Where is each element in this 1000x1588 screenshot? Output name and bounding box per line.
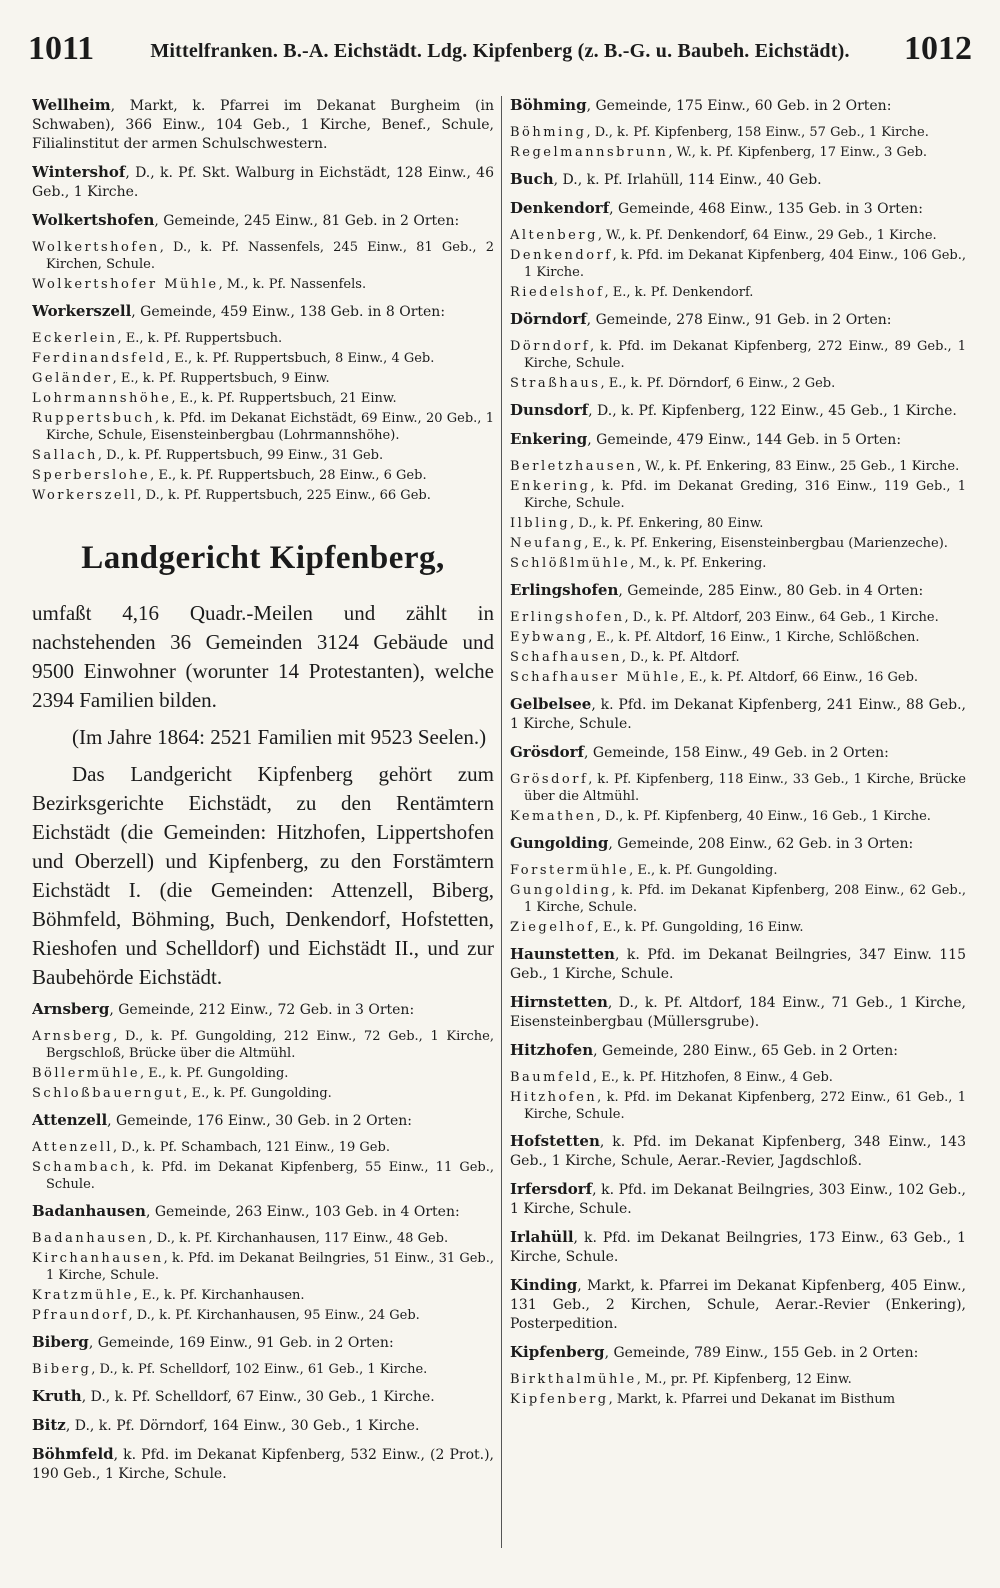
- entry-text: , Gemeinde, 280 Einw., 65 Geb. in 2 Orten:: [593, 1043, 898, 1059]
- sub-entry: [510, 919, 966, 936]
- entry: [32, 96, 494, 154]
- sub-entry: [32, 447, 494, 464]
- intro-paragraph-2: (Im Jahre 1864: 2521 Familien mit 9523 Seelen.): [72, 725, 487, 749]
- entry: [510, 695, 966, 734]
- sub-entry: [32, 1065, 494, 1082]
- sub-entry: [32, 1287, 494, 1304]
- entry-group: [510, 401, 966, 421]
- entry: [510, 310, 966, 330]
- entry-text: , D., k. Pf. Dörndorf, 164 Einw., 30 Geb., 1 Kirche.: [65, 1418, 420, 1434]
- column-divider: [501, 96, 502, 1548]
- sub-entry: [510, 338, 966, 372]
- sub-entry-name: Lohrmannshöhe: [32, 391, 172, 406]
- entry-group: [32, 302, 494, 504]
- sub-entry-name: Erlingshofen: [510, 610, 625, 625]
- sub-entry-text: , D., k. Pf. Altdorf.: [621, 650, 740, 665]
- entry: [510, 834, 966, 854]
- sub-entry: [510, 227, 966, 244]
- sub-entry: [510, 124, 966, 141]
- sub-entry: [32, 239, 494, 273]
- entry: [510, 1343, 966, 1363]
- entry-name: Hirnstetten: [510, 993, 608, 1011]
- sub-entry-text: , M., k. Pf. Nassenfels.: [218, 277, 367, 292]
- entry-name: Bitz: [32, 1416, 66, 1434]
- entry-name: Dunsdorf: [510, 401, 589, 419]
- sub-entry-name: Enkering: [510, 479, 591, 494]
- entry: [32, 302, 494, 322]
- entry-text: , Gemeinde, 479 Einw., 144 Geb. in 5 Orten:: [587, 432, 902, 448]
- sub-entry-text: , E., k. Pf. Ruppertsbuch, 8 Einw., 4 Geb.: [166, 351, 435, 366]
- intro-paragraph-1: umfaßt 4,16 Quadr.-Meilen und zählt in nachstehenden 36 Gemeinden 3124 Gebäude und 9500 Einwohner (worunter 14 Protestanten), welche 2394 Familien bilden.: [32, 601, 494, 712]
- sub-entry: [32, 410, 494, 444]
- sub-entry-text: , D., k. Pf. Ruppertsbuch, 225 Einw., 66 Geb.: [137, 488, 431, 503]
- sub-entry-name: Schloßbauerngut: [32, 1086, 184, 1101]
- entry-group: [510, 430, 966, 572]
- entry-text: , Gemeinde, 158 Einw., 49 Geb. in 2 Orten:: [584, 745, 889, 761]
- sub-entry: [510, 478, 966, 512]
- sub-entry-text: , E., k. Pf. Altdorf, 66 Einw., 16 Geb.: [680, 670, 919, 685]
- entry-group: [510, 96, 966, 161]
- entry: [510, 945, 966, 984]
- entry: [32, 163, 494, 202]
- sub-entry: [32, 467, 494, 484]
- sub-entry: [510, 515, 966, 532]
- entry-text: , k. Pfd. im Dekanat Kipfenberg, 348 Einw., 143 Geb., 1 Kirche, Schule, Aerar.-Revier, Jagdschloß.: [510, 1134, 966, 1169]
- entry: [510, 1228, 966, 1267]
- entry-group: [510, 1180, 966, 1219]
- entry-text: , Gemeinde, 278 Einw., 91 Geb. in 2 Orten:: [586, 312, 892, 328]
- entry: [32, 1416, 494, 1436]
- entry-name: Wintershof: [32, 163, 126, 181]
- entry-name: Kipfenberg: [510, 1343, 605, 1361]
- sub-entry-text: , D., k. Pf. Kirchanhausen, 95 Einw., 24 Geb.: [128, 1308, 420, 1323]
- entry-group: [510, 945, 966, 984]
- entry-name: Böhmfeld: [32, 1445, 114, 1463]
- entry-text: , k. Pfd. im Dekanat Kipfenberg, 532 Einw., (2 Prot.), 190 Geb., 1 Kirche, Schule.: [32, 1447, 494, 1482]
- entry-name: Gelbelsee: [510, 695, 592, 713]
- left-bottom-entries: [32, 1000, 494, 1484]
- entry-name: Haunstetten: [510, 945, 615, 963]
- sub-entry-text: , W., k. Pf. Kipfenberg, 17 Einw., 3 Geb.: [668, 145, 928, 160]
- sub-entry: [32, 1250, 494, 1284]
- sub-entry-text: , E., k. Pf. Gungolding, 16 Einw.: [594, 920, 804, 935]
- entry: [510, 170, 966, 190]
- entry-name: Badanhausen: [32, 1202, 146, 1220]
- entry-text: , Gemeinde, 789 Einw., 155 Geb. in 2 Orten:: [604, 1345, 919, 1361]
- entry-name: Wellheim: [32, 96, 111, 114]
- entry-name: Kruth: [32, 1387, 82, 1405]
- entry-name: Dörndorf: [510, 310, 587, 328]
- sub-entry: [32, 1159, 494, 1193]
- sub-entry-text: , W., k. Pf. Enkering, 83 Einw., 25 Geb., 1 Kirche.: [637, 459, 960, 474]
- intro-paragraph-3: Das Landgericht Kipfenberg gehört zum Bezirksgerichte Eichstädt, zu den Rentämtern Eichstädt (die Gemeinden: Hitzhofen, Lippertshofen und Oberzell) und Kipfenberg, zu den Forstämtern Eichstädt I. (die Gemeinden: Attenzell, Biberg, Böhmfeld, Böhming, Buch, Denkendorf, Hofstetten, Rieshofen und Schelldorf) und Eichstädt II., und zur Baubehörde Eichstädt.: [32, 762, 494, 989]
- entry-group: [32, 1202, 494, 1324]
- entry-text: , D., k. Pf. Schelldorf, 67 Einw., 30 Geb., 1 Kirche.: [81, 1389, 435, 1405]
- entry-text: , D., k. Pf. Kipfenberg, 122 Einw., 45 Geb., 1 Kirche.: [588, 403, 957, 419]
- entry: [510, 581, 966, 601]
- sub-entry: [510, 771, 966, 805]
- entry-text: , Gemeinde, 208 Einw., 62 Geb. in 3 Orten:: [608, 836, 914, 852]
- sub-entry-text: , k. Pfd. im Dekanat Kipfenberg, 272 Einw., 89 Geb., 1 Kirche, Schule.: [524, 339, 966, 371]
- sub-entry-name: Wolkertshofer Mühle: [32, 277, 219, 292]
- entry: [32, 1333, 494, 1353]
- sub-entry-text: , D., k. Pf. Schambach, 121 Einw., 19 Geb.: [113, 1140, 390, 1155]
- sub-entry-text: , E., k. Pf. Dörndorf, 6 Einw., 2 Geb.: [600, 376, 836, 391]
- entry-text: , Gemeinde, 468 Einw., 135 Geb. in 3 Orten:: [609, 201, 923, 217]
- entry: [32, 1445, 494, 1484]
- page-number-right: 1012: [904, 30, 972, 67]
- sub-entry-name: Gungolding: [510, 883, 612, 898]
- sub-entry: [510, 629, 966, 646]
- sub-entry: [32, 276, 494, 293]
- entry-name: Enkering: [510, 430, 588, 448]
- entry-name: Böhming: [510, 96, 587, 114]
- sub-entry-name: Arnsberg: [32, 1029, 114, 1044]
- sub-entry-name: Böllermühle: [32, 1066, 141, 1081]
- entry-name: Wolkertshofen: [32, 211, 155, 229]
- entry-text: , D., k. Pf. Altdorf, 184 Einw., 71 Geb., 1 Kirche, Eisensteinbergbau (Müllersgrube).: [510, 995, 966, 1030]
- entry: [32, 1000, 494, 1020]
- sub-entry-name: Schafhausen: [510, 650, 622, 665]
- sub-entry: [510, 284, 966, 301]
- sub-entry-text: , Markt, k. Pfarrei und Dekanat im Bisthum: [608, 1392, 896, 1407]
- sub-entry-text: , E., k. Pf. Altdorf, 16 Einw., 1 Kirche, Schlößchen.: [588, 630, 920, 645]
- entry: [510, 199, 966, 219]
- sub-entry-name: Geländer: [32, 371, 113, 386]
- entry-text: , Gemeinde, 263 Einw., 103 Geb. in 4 Orten:: [145, 1204, 460, 1220]
- sub-entry: [510, 1069, 966, 1086]
- entry: [510, 401, 966, 421]
- sub-entry-name: Ferdinandsfeld: [32, 351, 167, 366]
- sub-entry-text: , k. Pfd. im Dekanat Eichstädt, 69 Einw., 20 Geb., 1 Kirche, Schule, Eisensteinbergbau (Lohrmannshöhe).: [46, 411, 494, 443]
- entry-group: [32, 1111, 494, 1193]
- entry-name: Irfersdorf: [510, 1180, 593, 1198]
- page-header: [28, 30, 972, 80]
- sub-entry-name: Forstermühle: [510, 863, 630, 878]
- sub-entry-text: , E., k. Pf. Denkendorf.: [604, 285, 754, 300]
- sub-entry-text: , D., k. Pf. Schelldorf, 102 Einw., 61 Geb., 1 Kirche.: [91, 1362, 428, 1377]
- sub-entry-name: Regelmannsbrunn: [510, 145, 669, 160]
- entry-group: [510, 743, 966, 825]
- sub-entry-name: Sperberslohe: [32, 468, 151, 483]
- sub-entry-name: Berletzhausen: [510, 459, 638, 474]
- entry-group: [510, 834, 966, 936]
- entry-name: Hofstetten: [510, 1132, 600, 1150]
- sub-entry-name: Ilbling: [510, 516, 571, 531]
- sub-entry-text: , D., k. Pf. Kipfenberg, 40 Einw., 16 Geb., 1 Kirche.: [596, 809, 931, 824]
- sub-entry-name: Baumfeld: [510, 1070, 593, 1085]
- entry-text: , Gemeinde, 212 Einw., 72 Geb. in 3 Orten:: [109, 1002, 415, 1018]
- sub-entry-name: Kirchanhausen: [32, 1251, 164, 1266]
- sub-entry-name: Wolkertshofen: [32, 240, 160, 255]
- entry: [510, 1180, 966, 1219]
- entry-text: , D., k. Pf. Skt. Walburg in Eichstädt, 128 Einw., 46 Geb., 1 Kirche.: [32, 165, 494, 200]
- entry-name: Buch: [510, 170, 554, 188]
- right-column: [510, 96, 966, 1568]
- entry-text: , Gemeinde, 459 Einw., 138 Geb. in 8 Orten:: [131, 304, 446, 320]
- sub-entry-text: , k. Pfd. im Dekanat Kipfenberg, 208 Einw., 62 Geb., 1 Kirche, Schule.: [524, 883, 966, 915]
- entry-group: [510, 695, 966, 734]
- sub-entry-text: , E., k. Pf. Enkering, Eisensteinbergbau (Marienzeche).: [584, 536, 948, 551]
- entry-name: Workerszell: [32, 302, 132, 320]
- entry-name: Hitzhofen: [510, 1041, 594, 1059]
- sub-entry: [32, 370, 494, 387]
- sub-entry-name: Pfraundorf: [32, 1308, 129, 1323]
- sub-entry-name: Attenzell: [32, 1140, 114, 1155]
- sub-entry: [510, 808, 966, 825]
- entry: [32, 1111, 494, 1131]
- sub-entry-text: , E., k. Pf. Ruppertsbuch, 9 Einw.: [112, 371, 330, 386]
- sub-entry-name: Denkendorf: [510, 248, 613, 263]
- sub-entry-text: , M., k. Pf. Enkering.: [630, 556, 767, 571]
- entry-text: , Gemeinde, 169 Einw., 91 Geb. in 2 Orten:: [88, 1335, 394, 1351]
- sub-entry-text: , D., k. Pf. Nassenfels, 245 Einw., 81 Geb., 2 Kirchen, Schule.: [46, 240, 494, 272]
- sub-entry-text: , k. Pfd. im Dekanat Kipfenberg, 55 Einw., 11 Geb., Schule.: [46, 1160, 494, 1192]
- sub-entry-name: Sallach: [32, 448, 98, 463]
- entry-name: Kinding: [510, 1276, 578, 1294]
- sub-entry-name: Schambach: [32, 1160, 131, 1175]
- entry: [510, 1041, 966, 1061]
- sub-entry: [510, 555, 966, 572]
- entry-group: [32, 1000, 494, 1102]
- entry: [510, 430, 966, 450]
- sub-entry-name: Workerszell: [32, 488, 138, 503]
- entry-text: , Markt, k. Pfarrei im Dekanat Burgheim (in Schwaben), 366 Einw., 104 Geb., 1 Kirche, Benef., Schule, Filialinstitut der armen Schulschwestern.: [32, 98, 494, 152]
- entry: [510, 96, 966, 116]
- entry: [510, 993, 966, 1032]
- entry: [510, 743, 966, 763]
- entry-group: [510, 1343, 966, 1408]
- sub-entry: [32, 1085, 494, 1102]
- sub-entry-text: , E., k. Pf. Gungolding.: [183, 1086, 332, 1101]
- entry-text: , Markt, k. Pfarrei im Dekanat Kipfenberg, 405 Einw., 131 Geb., 2 Kirchen, Schule, Aerar.-Revier (Enkering), Posterpedition.: [510, 1278, 966, 1332]
- left-column: [32, 96, 494, 1568]
- sub-entry-text: , D., k. Pf. Gungolding, 212 Einw., 72 Geb., 1 Kirche, Bergschloß, Brücke über die Altmühl.: [46, 1029, 494, 1061]
- sub-entry-text: , E., k. Pf. Hitzhofen, 8 Einw., 4 Geb.: [593, 1070, 833, 1085]
- entry-group: [510, 1228, 966, 1267]
- entry-group: [32, 1416, 494, 1436]
- sub-entry: [510, 144, 966, 161]
- sub-entry-name: Kipfenberg: [510, 1392, 609, 1407]
- sub-entry: [510, 649, 966, 666]
- entry-name: Irlahüll: [510, 1228, 574, 1246]
- sub-entry: [32, 1307, 494, 1324]
- entry-name: Biberg: [32, 1333, 89, 1351]
- sub-entry-name: Eybwang: [510, 630, 589, 645]
- entry-group: [510, 581, 966, 686]
- entry-group: [510, 1041, 966, 1123]
- entry-text: , k. Pfd. im Dekanat Beilngries, 173 Einw., 63 Geb., 1 Kirche, Schule.: [510, 1230, 966, 1265]
- entry-name: Denkendorf: [510, 199, 610, 217]
- entry-group: [32, 1387, 494, 1407]
- sub-entry-name: Ziegelhof: [510, 920, 595, 935]
- running-title: Mittelfranken. B.-A. Eichstädt. Ldg. Kipfenberg (z. B.-G. u. Baubeh. Eichstädt).: [150, 40, 850, 62]
- sub-entry: [32, 1139, 494, 1156]
- sub-entry-text: , E., k. Pf. Gungolding.: [140, 1066, 289, 1081]
- sub-entry-text: , k. Pf. Kipfenberg, 118 Einw., 33 Geb., 1 Kirche, Brücke über die Altmühl.: [524, 772, 966, 804]
- entry-group: [32, 96, 494, 154]
- sub-entry: [510, 458, 966, 475]
- sub-entry: [32, 1028, 494, 1062]
- sub-entry-text: , E., k. Pf. Ruppertsbuch, 21 Einw.: [171, 391, 397, 406]
- sub-entry-name: Kemathen: [510, 809, 597, 824]
- entry-group: [32, 211, 494, 293]
- entry-text: , k. Pfd. im Dekanat Beilngries, 303 Einw., 102 Geb., 1 Kirche, Schule.: [510, 1182, 966, 1217]
- sub-entry-text: , D., k. Pf. Enkering, 80 Einw.: [570, 516, 764, 531]
- sub-entry-text: , W., k. Pf. Denkendorf, 64 Einw., 29 Geb., 1 Kirche.: [597, 228, 937, 243]
- sub-entry-text: , k. Pfd. im Dekanat Kipfenberg, 404 Einw., 106 Geb., 1 Kirche.: [524, 248, 966, 280]
- entry-group: [32, 163, 494, 202]
- entry-group: [510, 1276, 966, 1334]
- entry-name: Arnsberg: [32, 1000, 110, 1018]
- sub-entry: [32, 1230, 494, 1247]
- entry-name: Erlingshofen: [510, 581, 619, 599]
- sub-entry-name: Birkthalmühle: [510, 1372, 637, 1387]
- sub-entry-name: Biberg: [32, 1362, 92, 1377]
- sub-entry: [32, 487, 494, 504]
- entry-group: [510, 993, 966, 1032]
- sub-entry-name: Böhming: [510, 125, 587, 140]
- entry-group: [510, 170, 966, 190]
- sub-entry: [510, 247, 966, 281]
- page-number-left: 1011: [28, 30, 95, 67]
- sub-entry: [510, 862, 966, 879]
- sub-entry: [510, 609, 966, 626]
- entry-name: Gungolding: [510, 834, 609, 852]
- sub-entry-text: , M., pr. Pf. Kipfenberg, 12 Einw.: [636, 1372, 852, 1387]
- entry-group: [510, 1132, 966, 1171]
- sub-entry-text: , E., k. Pf. Ruppertsbuch.: [117, 331, 283, 346]
- sub-entry-name: Eckerlein: [32, 331, 118, 346]
- sub-entry-text: , k. Pfd. im Dekanat Greding, 316 Einw., 119 Geb., 1 Kirche, Schule.: [524, 479, 966, 511]
- entry-text: , Gemeinde, 285 Einw., 80 Geb. in 4 Orten:: [618, 583, 924, 599]
- sub-entry-name: Schlößlmühle: [510, 556, 631, 571]
- sub-entry-name: Straßhaus: [510, 376, 601, 391]
- entry-group: [32, 1333, 494, 1378]
- entry-text: , k. Pfd. im Dekanat Kipfenberg, 241 Einw., 88 Geb., 1 Kirche, Schule.: [510, 697, 966, 732]
- entry-text: , Gemeinde, 176 Einw., 30 Geb. in 2 Orten:: [107, 1113, 412, 1129]
- sub-entry: [32, 330, 494, 347]
- entry: [510, 1276, 966, 1334]
- entry: [32, 1387, 494, 1407]
- entry: [510, 1132, 966, 1171]
- sub-entry-text: , D., k. Pf. Kirchanhausen, 117 Einw., 48 Geb.: [148, 1231, 449, 1246]
- sub-entry-text: , D., k. Pf. Altdorf, 203 Einw., 64 Geb., 1 Kirche.: [624, 610, 939, 625]
- sub-entry-name: Ruppertsbuch: [32, 411, 155, 426]
- sub-entry-text: , E., k. Pf. Kirchanhausen.: [133, 1288, 305, 1303]
- entry-text: , Gemeinde, 245 Einw., 81 Geb. in 2 Orten:: [154, 213, 460, 229]
- sub-entry-name: Kratzmühle: [32, 1288, 134, 1303]
- sub-entry: [510, 1089, 966, 1123]
- sub-entry: [32, 390, 494, 407]
- entry-group: [510, 310, 966, 392]
- sub-entry: [510, 1371, 966, 1388]
- sub-entry-text: , k. Pfd. im Dekanat Kipfenberg, 272 Einw., 61 Geb., 1 Kirche, Schule.: [524, 1090, 966, 1122]
- sub-entry: [32, 1361, 494, 1378]
- sub-entry: [510, 535, 966, 552]
- sub-entry-name: Schafhauser Mühle: [510, 670, 681, 685]
- sub-entry-text: , k. Pfd. im Dekanat Beilngries, 51 Einw., 31 Geb., 1 Kirche, Schule.: [46, 1251, 494, 1283]
- entry-group: [510, 199, 966, 301]
- sub-entry-text: , D., k. Pf. Kipfenberg, 158 Einw., 57 Geb., 1 Kirche.: [586, 125, 929, 140]
- right-entries: [510, 96, 966, 1408]
- sub-entry-name: Neufang: [510, 536, 585, 551]
- sub-entry: [32, 350, 494, 367]
- sub-entry-name: Badanhausen: [32, 1231, 149, 1246]
- sub-entry: [510, 1391, 966, 1408]
- sub-entry-text: , E., k. Pf. Gungolding.: [629, 863, 778, 878]
- sub-entry-name: Hitzhofen: [510, 1090, 598, 1105]
- sub-entry-name: Riedelshof: [510, 285, 605, 300]
- left-top-entries: [32, 96, 494, 504]
- sub-entry-text: , D., k. Pf. Ruppertsbuch, 99 Einw., 31 Geb.: [97, 448, 384, 463]
- entry: [32, 211, 494, 231]
- entry-name: Grösdorf: [510, 743, 585, 761]
- entry-text: , Gemeinde, 175 Einw., 60 Geb. in 2 Orten:: [586, 98, 892, 114]
- sub-entry-name: Dörndorf: [510, 339, 591, 354]
- entry-text: , k. Pfd. im Dekanat Beilngries, 347 Einw. 115 Geb., 1 Kirche, Schule.: [510, 947, 966, 982]
- sub-entry: [510, 669, 966, 686]
- sub-entry-name: Altenberg: [510, 228, 598, 243]
- sub-entry: [510, 375, 966, 392]
- entry-name: Attenzell: [32, 1111, 108, 1129]
- section-title: Landgericht Kipfenberg,: [81, 540, 445, 576]
- sub-entry: [510, 882, 966, 916]
- entry-group: [32, 1445, 494, 1484]
- entry-text: , D., k. Pf. Irlahüll, 114 Einw., 40 Geb.: [553, 172, 822, 188]
- sub-entry-name: Grösdorf: [510, 772, 589, 787]
- sub-entry-text: , E., k. Pf. Ruppertsbuch, 28 Einw., 6 Geb.: [150, 468, 427, 483]
- entry: [32, 1202, 494, 1222]
